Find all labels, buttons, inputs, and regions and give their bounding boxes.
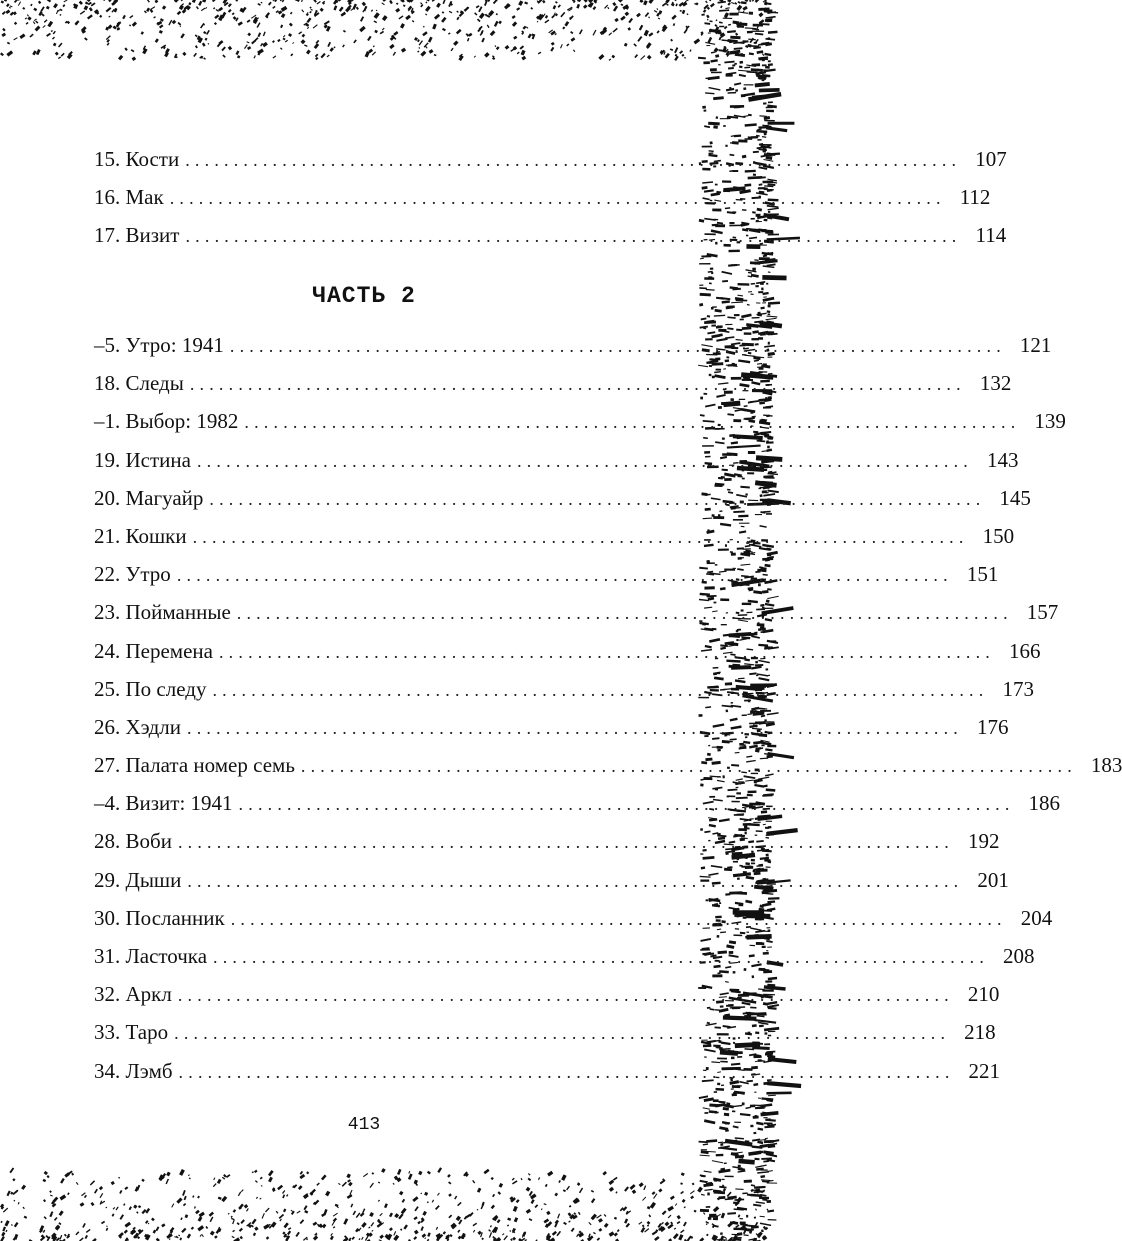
- toc-entry-page: 192: [967, 829, 1000, 854]
- toc-entry-title: 25. По следу: [94, 676, 207, 701]
- toc-entry-page: 121: [1019, 333, 1052, 357]
- toc-leader-dots: ................................................................................: [169, 188, 946, 209]
- toc-section-part-2: [94, 326, 1122, 1090]
- toc-entry-page: 221: [968, 1058, 1001, 1083]
- toc-entry: [94, 364, 1012, 402]
- toc-entry-title: –5. Утро: 1941: [94, 333, 224, 357]
- toc-leader-dots: ................................................................................: [213, 947, 990, 967]
- toc-leader-dots: ................................................................................: [209, 488, 986, 509]
- toc-leader-dots: ................................................................................: [187, 870, 964, 891]
- toc-leader-dots: ................................................................................: [177, 832, 954, 853]
- toc-leader-dots: ................................................................................: [196, 450, 973, 471]
- toc-leader-dots: ................................................................................: [236, 603, 1013, 624]
- toc-entry-page: 151: [966, 562, 999, 587]
- toc-entry: [94, 1013, 996, 1051]
- toc-entry: [94, 746, 1122, 784]
- toc-leader-dots: ................................................................................: [238, 794, 1015, 815]
- toc-entry-page: 218: [964, 1020, 996, 1045]
- toc-entry-page: 173: [1002, 676, 1034, 701]
- toc-entry-page: 176: [977, 714, 1009, 739]
- toc-entry-page: 107: [975, 147, 1007, 171]
- toc-entry: [94, 632, 1041, 670]
- toc-entry: [94, 1052, 1001, 1090]
- toc-entry-page: 143: [986, 447, 1019, 472]
- toc-entry: [94, 326, 1052, 364]
- toc-entry-title: 22. Утро: [94, 562, 171, 587]
- toc-entry-page: 208: [1003, 944, 1035, 968]
- toc-entry: [94, 593, 1059, 631]
- toc-entry: [94, 937, 1035, 975]
- toc-entry: [94, 822, 1000, 860]
- toc-entry: [94, 140, 1007, 178]
- toc-entry-page: 139: [1034, 409, 1066, 434]
- toc-entry: [94, 178, 991, 216]
- toc-entry-title: 23. Пойманные: [94, 600, 231, 625]
- toc-entry-title: 26. Хэдли: [94, 714, 181, 739]
- toc-entry-page: 204: [1020, 905, 1053, 930]
- toc-entry: [94, 517, 1015, 555]
- toc-leader-dots: ................................................................................: [177, 985, 954, 1006]
- toc-entry-title: 18. Следы: [94, 371, 184, 396]
- toc-entry-title: 32. Аркл: [94, 982, 172, 1007]
- toc-leader-dots: ................................................................................: [218, 641, 995, 662]
- toc-entry-title: 34. Лэмб: [94, 1058, 173, 1083]
- toc-entry-page: 114: [975, 223, 1007, 248]
- toc-entry-page: 145: [999, 485, 1031, 510]
- toc-leader-dots: ................................................................................: [300, 756, 1077, 777]
- toc-leader-dots: ................................................................................: [212, 679, 989, 700]
- toc-entry: [94, 861, 1009, 899]
- toc-entry-page: 186: [1028, 791, 1061, 816]
- toc-entry: [94, 670, 1034, 708]
- toc-entry: [94, 216, 1007, 254]
- toc-leader-dots: ................................................................................: [192, 526, 969, 547]
- toc-entry-page: 112: [959, 185, 991, 210]
- toc-entry-title: 17. Визит: [94, 223, 180, 248]
- toc-entry-page: 201: [977, 867, 1009, 892]
- toc-entry-title: 31. Ласточка: [94, 944, 208, 968]
- toc-entry-title: 16. Мак: [94, 185, 164, 210]
- toc-entry-page: 210: [967, 982, 1000, 1007]
- toc-entry: [94, 708, 1009, 746]
- toc-leader-dots: ................................................................................: [189, 374, 966, 395]
- toc-entry-title: 21. Кошки: [94, 523, 187, 548]
- toc-section-part-1-end: [94, 140, 1007, 255]
- page-number: 413: [347, 1115, 381, 1135]
- toc-leader-dots: ................................................................................: [178, 1061, 955, 1082]
- toc-entry-title: 33. Таро: [94, 1020, 169, 1045]
- toc-entry: [94, 555, 999, 593]
- toc-entry-title: 19. Истина: [94, 447, 191, 472]
- toc-entry-title: 15. Кости: [94, 147, 180, 171]
- toc-entry: [94, 479, 1031, 517]
- toc-entry-title: 30. Посланник: [94, 905, 225, 930]
- toc-entry-title: 27. Палата номер семь: [94, 753, 295, 778]
- toc-leader-dots: ................................................................................: [174, 1023, 951, 1044]
- toc-entry-title: –4. Визит: 1941: [94, 791, 233, 816]
- toc-entry-title: 29. Дыши: [94, 867, 182, 892]
- part-heading: ЧАСТЬ 2: [312, 283, 416, 309]
- toc-entry-page: 157: [1026, 600, 1059, 625]
- toc-entry: [94, 784, 1061, 822]
- toc-leader-dots: ................................................................................: [187, 717, 963, 738]
- toc-entry: [94, 899, 1053, 937]
- toc-leader-dots: ................................................................................: [185, 226, 962, 247]
- toc-entry: [94, 402, 1066, 440]
- toc-leader-dots: ................................................................................: [176, 565, 953, 586]
- toc-entry-page: 132: [979, 371, 1012, 396]
- toc-leader-dots: ................................................................................: [230, 908, 1007, 929]
- toc-leader-dots: ................................................................................: [244, 412, 1021, 433]
- toc-entry-title: 28. Воби: [94, 829, 172, 854]
- toc-entry-title: 20. Магуайр: [94, 485, 204, 510]
- toc-entry-page: 183: [1090, 753, 1122, 778]
- toc-entry: [94, 441, 1019, 479]
- toc-leader-dots: ................................................................................: [185, 150, 962, 170]
- toc-leader-dots: ................................................................................: [229, 336, 1006, 356]
- toc-entry-page: 150: [982, 523, 1015, 548]
- toc-entry-title: –1. Выбор: 1982: [94, 409, 239, 434]
- toc-entry-title: 24. Перемена: [94, 638, 213, 663]
- toc-entry-page: 166: [1008, 638, 1041, 663]
- toc-entry: [94, 975, 1000, 1013]
